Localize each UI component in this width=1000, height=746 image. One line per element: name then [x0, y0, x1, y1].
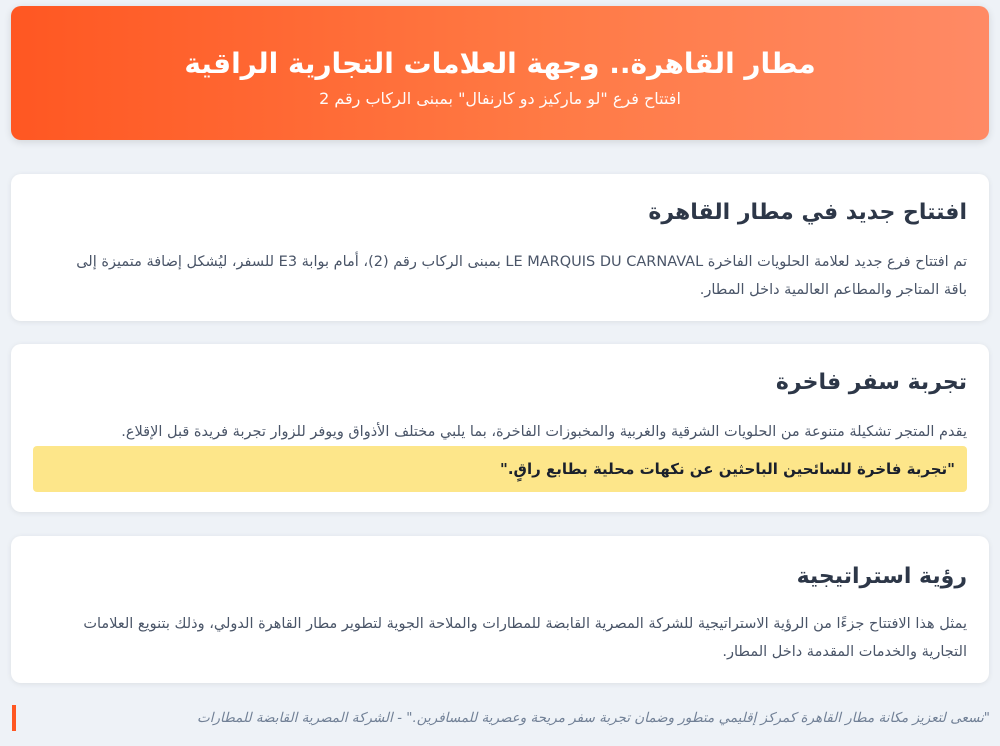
- highlight-quote: "تجربة فاخرة للسائحين الباحثين عن نكهات محلية بطابع راقٍ.": [33, 446, 967, 492]
- section-body-vision-line2: التجارية والخدمات المقدمة داخل المطار.: [722, 644, 967, 660]
- section-heading-experience: تجربة سفر فاخرة: [775, 370, 967, 395]
- section-heading-opening: افتتاح جديد في مطار القاهرة: [648, 200, 967, 225]
- section-body-opening-line1: تم افتتاح فرع جديد لعلامة الحلويات الفاخرة LE MARQUIS DU CARNAVAL بمبنى الركاب رقم (2)، أمام بوابة E3 للسفر، ليُشكل إضافة متميزة إلى: [76, 254, 967, 270]
- hero-banner: [11, 6, 989, 140]
- page-title: مطار القاهرة.. وجهة العلامات التجارية الراقية: [184, 47, 816, 80]
- section-heading-vision: رؤية استراتيجية: [796, 564, 967, 589]
- section-body-vision-line1: يمثل هذا الافتتاح جزءًا من الرؤية الاستراتيجية للشركة المصرية القابضة للمطارات والملاحة الجوية لتطوير مطار القاهرة الدولي، وذلك بتنويع العلامات: [83, 616, 967, 632]
- page-subtitle: افتتاح فرع "لو ماركيز دو كارنفال" بمبنى الركاب رقم 2: [319, 89, 681, 108]
- footer-quote: "نسعى لتعزيز مكانة مطار القاهرة كمركز إقليمي متطور وضمان تجربة سفر مريحة وعصرية للمسافرين." - الشركة المصرية القابضة للمطارات: [12, 705, 990, 731]
- section-body-experience: يقدم المتجر تشكيلة متنوعة من الحلويات الشرقية والغربية والمخبوزات الفاخرة، بما يلبي مختلف الأذواق ويوفر للزوار تجربة فريدة قبل الإقلاع.: [121, 424, 967, 440]
- section-body-opening-line2: باقة المتاجر والمطاعم العالمية داخل المطار.: [699, 282, 967, 298]
